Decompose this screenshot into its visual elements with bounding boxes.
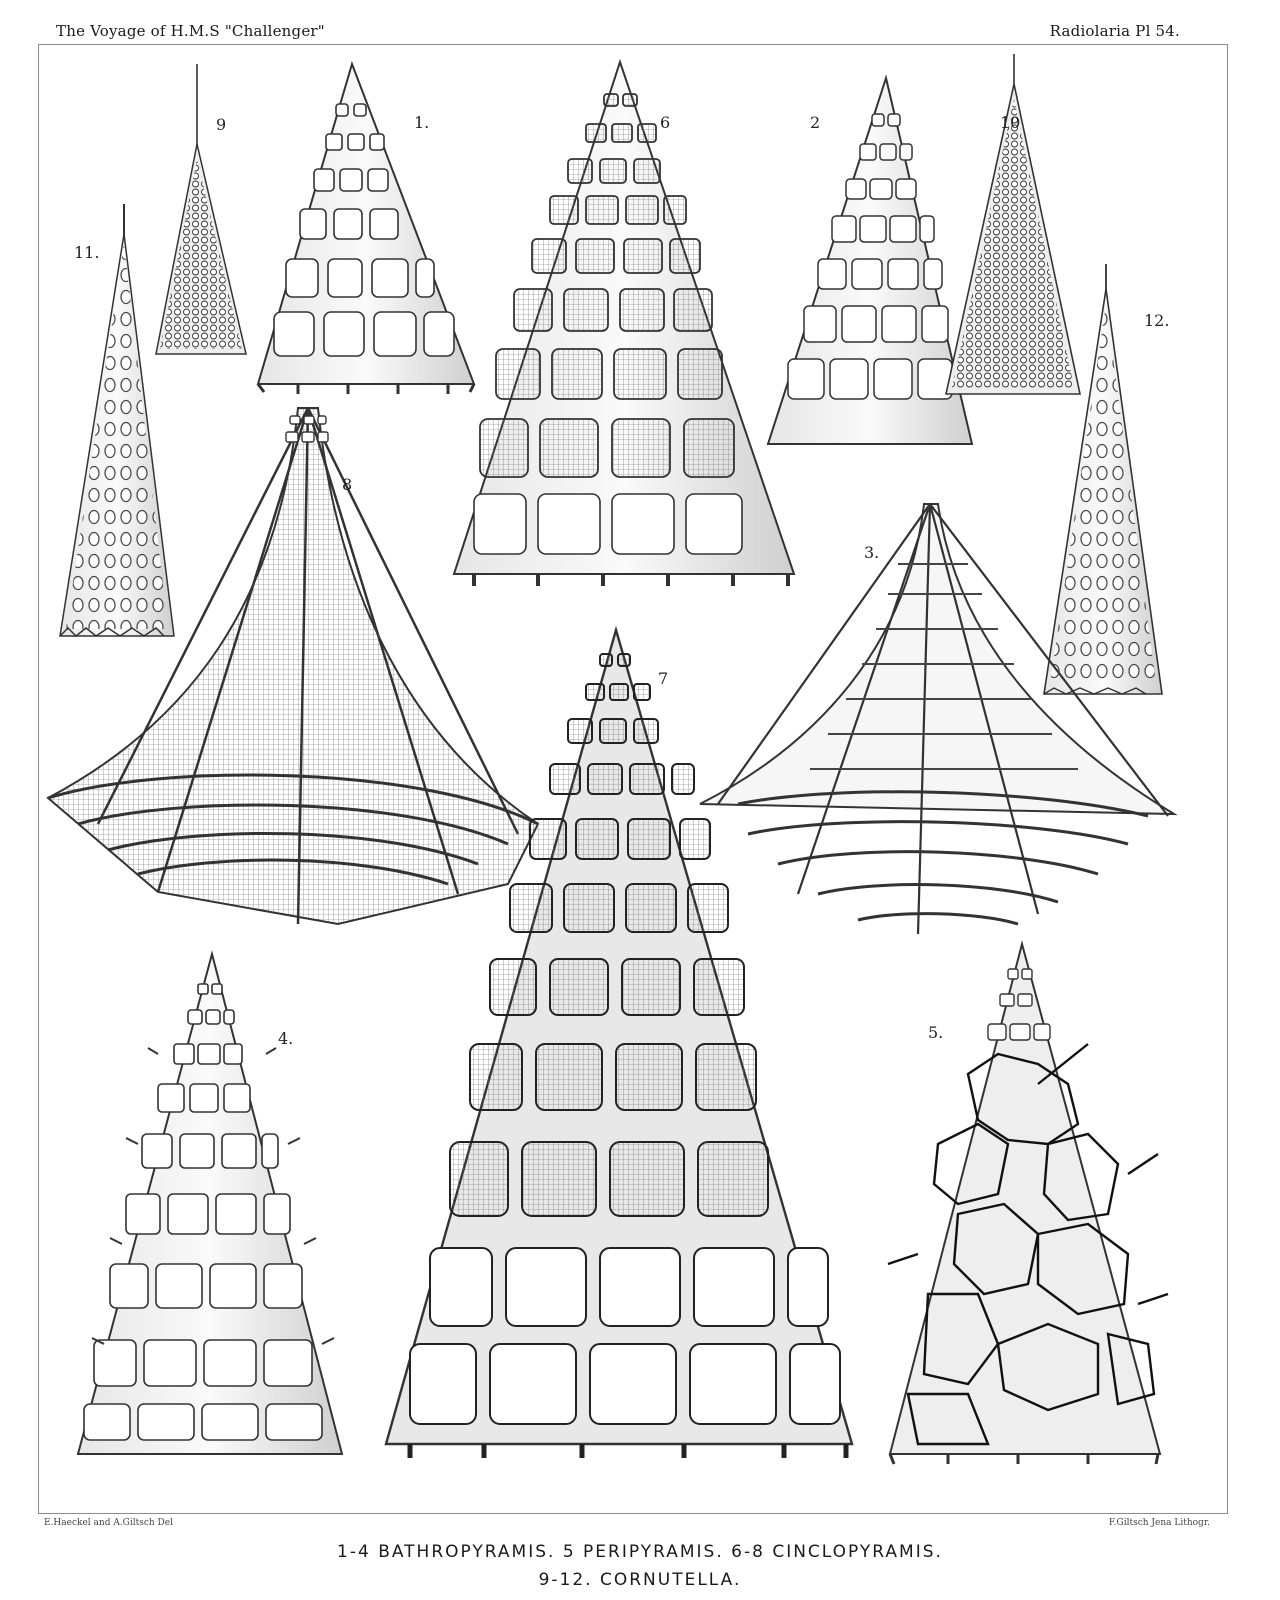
- figure-label-2: 2: [810, 113, 821, 132]
- figure-4-shell: [78, 954, 342, 1454]
- figure-label-7: 7: [658, 669, 669, 688]
- figure-label-10: 10: [1000, 113, 1021, 132]
- figure-label-1: 1.: [414, 113, 430, 132]
- plate-number: Radiolaria Pl 54.: [1049, 22, 1180, 40]
- figure-6-shell: [454, 62, 794, 586]
- lithographer-credit: F.Giltsch Jena Lithogr.: [1108, 1518, 1210, 1528]
- figure-label-3: 3.: [864, 543, 880, 562]
- figure-label-9: 9: [216, 115, 227, 134]
- caption-line-2: 9-12. CORNUTELLA.: [538, 1570, 742, 1590]
- header-title: The Voyage of H.M.S "Challenger": [56, 22, 325, 40]
- figure-9-shell: [156, 64, 246, 354]
- figure-label-11: 11.: [74, 243, 100, 262]
- figure-label-12: 12.: [1144, 311, 1170, 330]
- figure-label-6: 6: [660, 113, 671, 132]
- figure-2-shell: [768, 78, 972, 444]
- figure-5-shell: [888, 944, 1168, 1464]
- figure-label-5: 5.: [928, 1023, 944, 1042]
- figure-label-8: 8: [342, 475, 353, 494]
- figure-11-shell: [60, 204, 174, 636]
- figure-1-shell: [258, 64, 474, 394]
- figure-label-4: 4.: [278, 1029, 294, 1048]
- figure-10-shell: [946, 54, 1080, 394]
- caption-line-1: 1-4 BATHROPYRAMIS. 5 PERIPYRAMIS. 6-8 CINCLOPYRAMIS.: [337, 1542, 943, 1562]
- artist-credit: E.Haeckel and A.Giltsch Del: [44, 1518, 173, 1528]
- plate-illustration: [38, 44, 1228, 1514]
